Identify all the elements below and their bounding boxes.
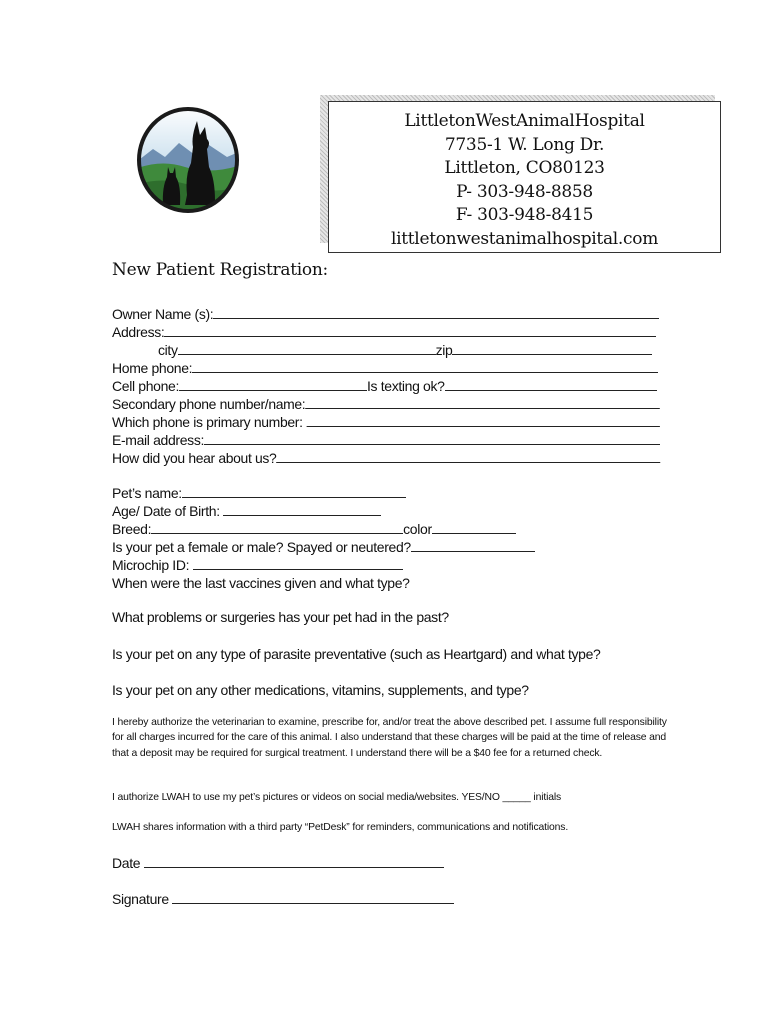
sex-label: Is your pet a female or male? Spayed or neutered? [112, 539, 411, 555]
color-field[interactable] [432, 521, 516, 534]
media-consent: I authorize LWAH to use my pet’s pictures or videos on social media/websites. YES/NO _____ initials [112, 792, 562, 803]
hospital-street: 7735-1 W. Long Dr. [444, 134, 605, 155]
hospital-phone: P- 303-948-8858 [456, 181, 593, 202]
hospital-logo [135, 105, 241, 215]
email-field[interactable] [204, 432, 660, 445]
form-title: New Patient Registration: [112, 260, 328, 280]
secondary-phone-field[interactable] [305, 396, 660, 409]
vaccines-row [112, 575, 410, 592]
parasite-question: Is your pet on any type of parasite preventative (such as Heartgard) and what type? [112, 646, 601, 662]
signature-row [112, 891, 454, 908]
secondary-phone-row [112, 396, 660, 413]
primary-phone-label: Which phone is primary number: [112, 414, 303, 430]
petdesk-notice: LWAH shares information with a third party “PetDesk” for reminders, communications and notifications. [112, 822, 569, 833]
microchip-row [112, 557, 403, 574]
date-field[interactable] [144, 855, 444, 868]
home-phone-field[interactable] [192, 360, 658, 373]
signature-label: Signature [112, 891, 169, 907]
city-zip-row [158, 342, 652, 359]
address-field[interactable] [164, 324, 656, 337]
home-phone-label: Home phone: [112, 360, 193, 376]
city-field[interactable] [178, 342, 436, 355]
texting-ok-field[interactable] [445, 378, 657, 391]
breed-color-row [112, 521, 516, 538]
owner-name-field[interactable] [213, 306, 659, 319]
signature-field[interactable] [172, 891, 454, 904]
hospital-city: Littleton, CO80123 [444, 158, 605, 178]
date-row [112, 855, 444, 872]
email-label: E-mail address: [112, 432, 205, 448]
date-label: Date [112, 855, 141, 871]
zip-field[interactable] [452, 342, 652, 355]
cell-phone-label: Cell phone: [112, 378, 179, 394]
home-phone-row [112, 360, 658, 377]
heard-about-row [112, 450, 660, 467]
zip-label: zip [435, 342, 453, 358]
hospital-name: LittletonWestAnimalHospital [404, 111, 645, 131]
medications-question: Is your pet on any other medications, vitamins, supplements, and type? [112, 682, 529, 698]
primary-phone-field[interactable] [306, 414, 659, 427]
sex-field[interactable] [411, 539, 535, 552]
authorization-paragraph: I hereby authorize the veterinarian to examine, prescribe for, and/or treat the above described pet. I assume full responsibility for all charges incurred for the care of this animal. I also understand that these charges will be paid at the time of release and that a deposit may be required for surgical treatment. I understand there will be a $40 fee for a returned check. [112, 717, 667, 759]
heard-about-label: How did you hear about us? [112, 450, 277, 466]
microchip-field[interactable] [193, 557, 403, 570]
pet-name-row [112, 485, 406, 502]
age-dob-label: Age/ Date of Birth: [112, 503, 220, 519]
sex-row [112, 539, 535, 556]
heard-about-field[interactable] [276, 450, 660, 463]
breed-label: Breed: [112, 521, 152, 537]
hospital-fax: F- 303-948-8415 [455, 205, 594, 225]
microchip-label: Microchip ID: [112, 557, 190, 573]
breed-field[interactable] [151, 521, 403, 534]
pet-name-label: Pet’s name: [112, 485, 182, 501]
owner-name-row [112, 306, 659, 323]
city-label: city [158, 342, 178, 358]
problems-question: What problems or surgeries has your pet had in the past? [112, 609, 449, 625]
owner-name-label: Owner Name (s): [112, 306, 214, 322]
color-label: color [403, 521, 432, 537]
email-row [112, 432, 660, 449]
address-row [112, 324, 656, 341]
primary-phone-row [112, 414, 659, 431]
cell-phone-field[interactable] [179, 378, 367, 391]
address-label: Address: [112, 324, 165, 340]
vaccines-label: When were the last vaccines given and what type? [112, 575, 410, 591]
texting-ok-label: Is texting ok? [366, 378, 445, 394]
secondary-phone-label: Secondary phone number/name: [112, 396, 306, 412]
hospital-website: littletonwestanimalhospital.com [390, 228, 659, 249]
cell-phone-row [112, 378, 657, 395]
hospital-contact-box [328, 101, 721, 253]
pet-name-field[interactable] [182, 485, 406, 498]
age-dob-row [112, 503, 381, 520]
age-dob-field[interactable] [223, 503, 381, 516]
